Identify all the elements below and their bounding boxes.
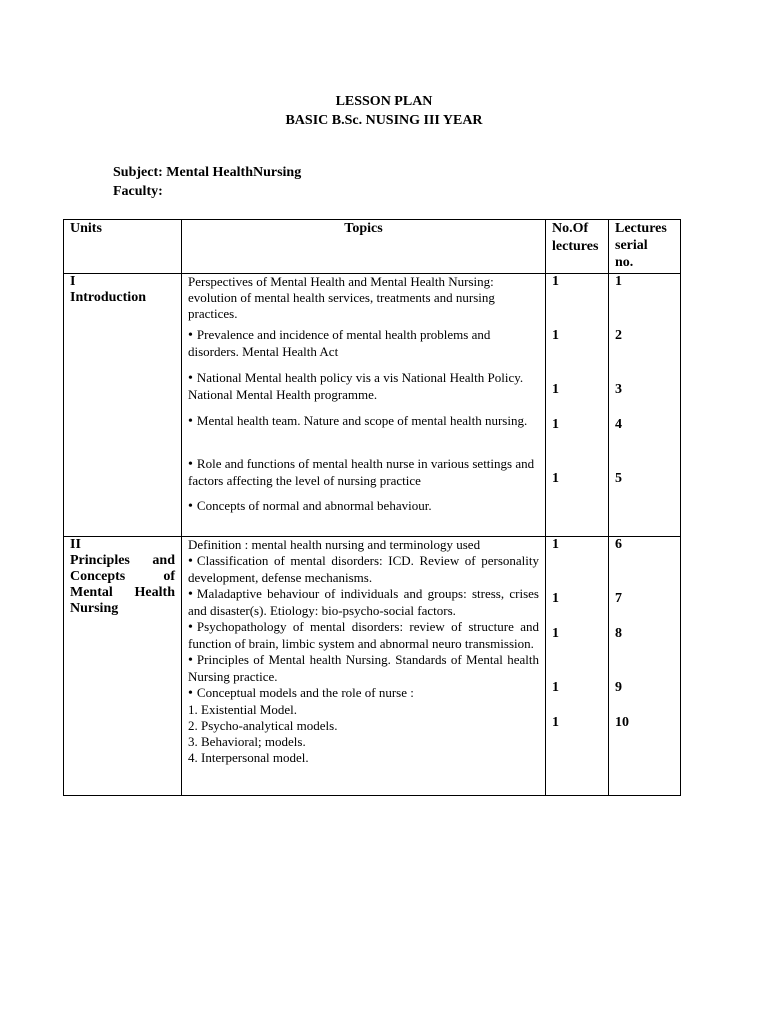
lecture-count: 1	[552, 417, 559, 432]
subject-line: Subject: Mental HealthNursing	[113, 165, 302, 180]
topic-item	[188, 456, 539, 498]
unit-number: II	[70, 537, 81, 552]
topic-text: National Mental health policy vis a vis National Health Policy. National Mental Health programme.	[188, 370, 524, 402]
topic-text: Psychopathology of mental disorders: review of structure and function of brain, limbic system and abnormal neuro transmission.	[188, 619, 539, 651]
lesson-plan-table	[63, 219, 681, 796]
topic-item: Definition : mental health nursing and terminology used	[188, 537, 481, 552]
lecture-count: 1	[552, 680, 559, 695]
topic-item	[188, 619, 539, 652]
serial-number: 10	[615, 715, 629, 730]
topic-text: Principles of Mental health Nursing. Standards of Mental health Nursing practice.	[188, 652, 539, 684]
header-lecture-serial-line2: serial	[615, 238, 648, 253]
lecture-count: 1	[552, 626, 559, 641]
serial-number: 1	[615, 274, 622, 289]
table-header-row	[64, 220, 681, 274]
lecture-count: 1	[552, 471, 559, 486]
topic-item	[188, 652, 539, 685]
topic-item: Perspectives of Mental Health and Mental Health Nursing: evolution of mental health services, treatments and nursing practices.	[188, 274, 495, 321]
topic-item	[188, 498, 539, 515]
unit-name: Principles and Concepts of Mental Health Nursing	[70, 553, 175, 616]
header-lecture-serial	[609, 220, 681, 274]
topic-text: Prevalence and incidence of mental health problems and disorders. Mental Health Act	[188, 327, 491, 359]
unit-number: I	[70, 274, 76, 289]
topic-item	[188, 413, 539, 456]
lecture-count: 1	[552, 715, 559, 730]
serial-number: 9	[615, 680, 622, 695]
lecture-count: 1	[552, 382, 559, 397]
lecture-count: 1	[552, 328, 559, 343]
document-subtitle: BASIC B.Sc. NUSING III YEAR	[285, 113, 483, 128]
faculty-line: Faculty:	[113, 184, 163, 199]
header-lecture-serial-line3: no.	[615, 255, 634, 270]
topics-cell	[182, 537, 546, 796]
topic-sub-item: 1. Existential Model.	[188, 702, 298, 717]
header-topics: Topics	[182, 220, 546, 274]
serial-number: 6	[615, 537, 622, 552]
header-no-of-lectures-line2: lectures	[552, 239, 599, 254]
unit-cell	[64, 274, 182, 537]
serial-cell	[609, 274, 681, 537]
serial-number: 7	[615, 591, 622, 606]
topic-text: Mental health team. Nature and scope of mental health nursing.	[196, 413, 528, 428]
topic-item	[188, 327, 539, 370]
serial-number: 5	[615, 471, 622, 486]
lecture-count: 1	[552, 274, 559, 289]
serial-number: 3	[615, 382, 622, 397]
lectures-cell	[546, 537, 609, 796]
table-row	[64, 537, 681, 796]
topic-text: Concepts of normal and abnormal behaviour.	[196, 498, 432, 513]
topic-sub-item: 3. Behavioral; models.	[188, 734, 306, 749]
topic-text: Conceptual models and the role of nurse :	[196, 685, 414, 700]
header-no-of-lectures	[546, 220, 609, 274]
topic-item	[188, 586, 539, 619]
serial-number: 8	[615, 626, 622, 641]
table-row	[64, 274, 681, 537]
document-title: LESSON PLAN	[335, 94, 433, 109]
unit-name: Introduction	[70, 290, 146, 305]
topic-item	[188, 370, 539, 413]
header-no-of-lectures-line1: No.Of	[552, 221, 589, 236]
serial-number: 2	[615, 328, 622, 343]
topic-item	[188, 685, 539, 702]
serial-cell	[609, 537, 681, 796]
lecture-count: 1	[552, 591, 559, 606]
topic-text: Maladaptive behaviour of individuals and groups: stress, crises and disaster(s). Etiology: bio-psycho-social factors.	[188, 586, 539, 618]
topic-item	[188, 553, 539, 586]
topic-sub-item: 2. Psycho-analytical models.	[188, 718, 338, 733]
topic-sub-item: 4. Interpersonal model.	[188, 750, 309, 765]
lecture-count: 1	[552, 537, 559, 552]
topic-text: Role and functions of mental health nurse in various settings and factors affecting the level of nursing practice	[188, 456, 535, 488]
unit-cell	[64, 537, 182, 796]
header-units: Units	[64, 220, 182, 274]
lectures-cell	[546, 274, 609, 537]
header-lecture-serial-line1: Lectures	[615, 221, 667, 236]
topics-cell	[182, 274, 546, 537]
serial-number: 4	[615, 417, 622, 432]
topic-text: Classification of mental disorders: ICD. Review of personality development, defense mechanisms.	[188, 553, 539, 585]
